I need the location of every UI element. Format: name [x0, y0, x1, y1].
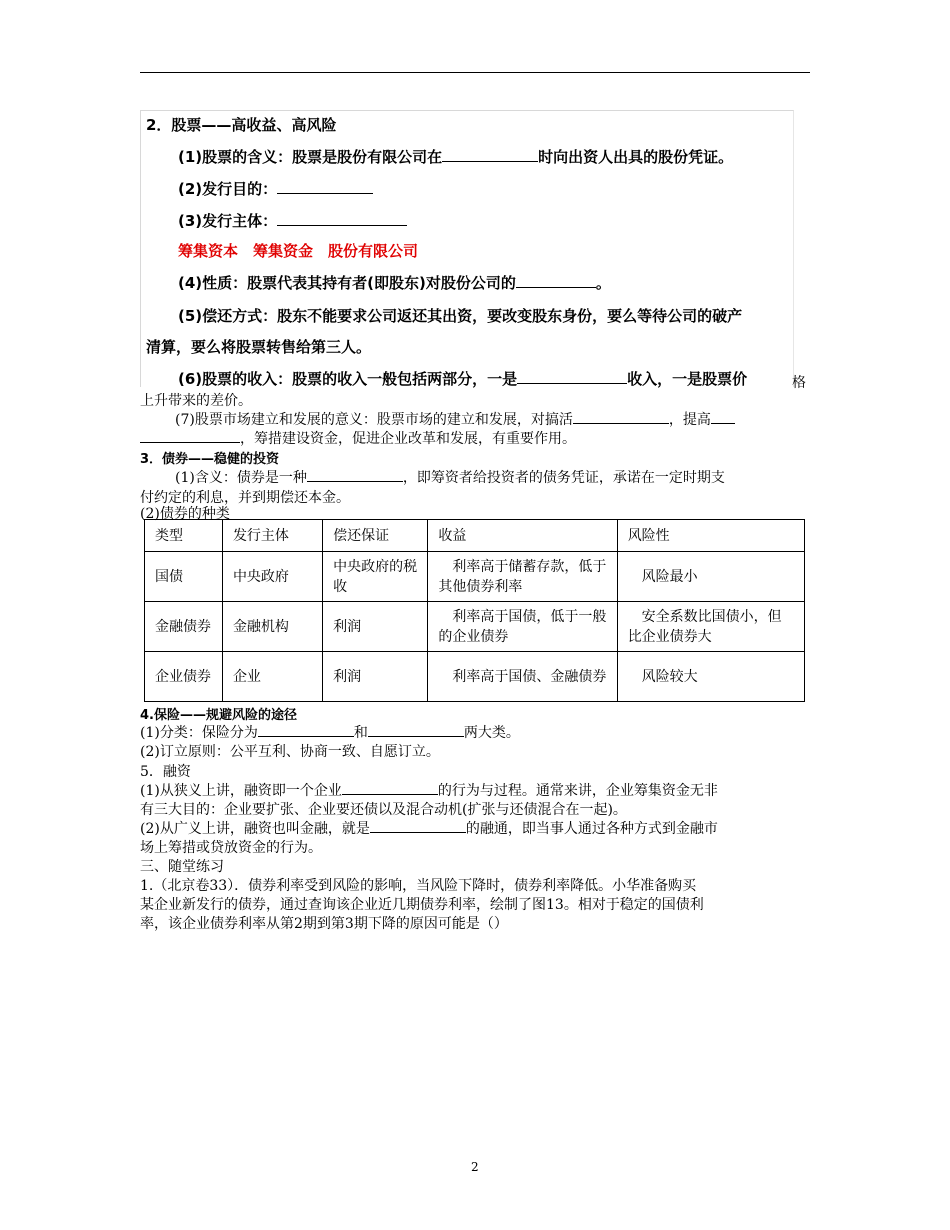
- financing-q1-text-b: 的行为与过程。通常来讲，企业筹集资金无非: [437, 783, 718, 799]
- table-cell: 风险最小: [617, 552, 804, 602]
- bond-q1-line2: 付约定的利息，并到期偿还本金。: [140, 490, 350, 506]
- bond-types-table: [144, 519, 805, 702]
- insurance-q1: [140, 722, 520, 742]
- table-header-row: [145, 520, 805, 552]
- practice-q1-line1: 1.（北京卷33）．债券利率受到风险的影响，当风险下降时，债券利率降低。小华准备购买: [140, 878, 697, 894]
- stock-answers: 筹集资本 筹集资金 股份有限公司: [178, 242, 419, 260]
- stock-q2: [178, 178, 373, 199]
- financing-q2-text-b: 的融通，即当事人通过各种方式到金融市: [465, 821, 718, 837]
- insurance-q1-text-b: 和: [353, 725, 368, 741]
- table-cell: 企业债券: [145, 652, 223, 702]
- practice-heading: 三、随堂练习: [140, 859, 224, 875]
- financing-heading: 5．融资: [140, 764, 191, 780]
- financing-q1: [140, 780, 718, 800]
- stock-q3-blank: [277, 211, 407, 226]
- table-cell: 利率高于储蓄存款，低于其他债券利率: [428, 552, 617, 602]
- header-rule: [140, 72, 810, 73]
- stock-q4-text-b: 。: [595, 274, 611, 292]
- table-header-cell: 风险性: [617, 520, 804, 552]
- insurance-q2: (2)订立原则：公平互利、协商一致、自愿订立。: [140, 744, 440, 760]
- stock-q1-text-b: 时向出资人出具的股份凭证。: [538, 148, 734, 166]
- stock-q7-line2: [140, 428, 576, 448]
- table-cell: 国债: [145, 552, 223, 602]
- table-header-cell: 偿还保证: [323, 520, 428, 552]
- bond-heading: 3．债券——稳健的投资: [140, 452, 280, 467]
- stock-q6: [178, 368, 747, 389]
- financing-q2: [140, 818, 718, 838]
- stock-q6-text-b: 收入，一是股票价: [627, 370, 748, 388]
- stock-q6-blank: [517, 369, 627, 384]
- table-cell: 金融机构: [222, 602, 322, 652]
- stock-q1: [178, 146, 733, 167]
- table-cell: 利率高于国债、金融债券: [428, 652, 617, 702]
- stock-q7-blank-2b: [140, 428, 240, 443]
- table-header-cell: 收益: [428, 520, 617, 552]
- stock-q5-line1: (5)偿还方式：股东不能要求公司返还其出资，要改变股东身份，要么等待公司的破产: [178, 307, 743, 325]
- table-row: [145, 552, 805, 602]
- insurance-heading: 4.保险——规避风险的途径: [140, 708, 297, 723]
- financing-q1-line2: 有三大目的：企业要扩张、企业要还债以及混合动机(扩张与还债混合在一起)。: [140, 802, 627, 818]
- stock-q4-blank: [516, 273, 596, 288]
- insurance-q1-text-c: 两大类。: [463, 725, 520, 741]
- stock-q7-text-b: ，提高: [668, 412, 711, 428]
- table-row: [145, 602, 805, 652]
- insurance-q1-text-a: (1)分类：保险分为: [140, 725, 258, 741]
- table-cell: 安全系数比国债小，但比企业债券大: [617, 602, 804, 652]
- bond-q1: [175, 467, 725, 487]
- stock-q5-line2: 清算，要么将股票转售给第三人。: [146, 338, 372, 356]
- stock-q2-text: (2)发行目的：: [178, 180, 278, 198]
- table-cell: 企业: [222, 652, 322, 702]
- table-row: [145, 652, 805, 702]
- stock-q4: [178, 272, 611, 293]
- practice-q1-line3: 率，该企业债券利率从第2期到第3期下降的原因可能是（）: [140, 916, 508, 932]
- stock-q1-blank: [442, 147, 538, 162]
- stock-q6-line2: 上升带来的差价。: [140, 393, 252, 409]
- stock-q7-blank-2a: [711, 409, 735, 424]
- stock-q7-blank-1: [573, 409, 669, 424]
- financing-q2-text-a: (2)从广义上讲，融资也叫金融，就是: [140, 821, 370, 837]
- bond-q1-blank: [307, 467, 403, 482]
- table-cell: 风险较大: [617, 652, 804, 702]
- stock-q3-text: (3)发行主体：: [178, 212, 278, 230]
- insurance-q1-blank-1: [258, 722, 354, 737]
- insurance-q1-blank-2: [368, 722, 464, 737]
- stock-q1-text-a: (1)股票的含义：股票是股份有限公司在: [178, 148, 443, 166]
- table-cell: 中央政府的税收: [323, 552, 428, 602]
- table-header-cell: 类型: [145, 520, 223, 552]
- stock-q6-tail: 格: [792, 375, 806, 391]
- stock-q4-text-a: (4)性质：股票代表其持有者(即股东)对股份公司的: [178, 274, 516, 292]
- bond-q1-text-a: (1)含义：债券是一种: [175, 470, 307, 486]
- financing-q2-blank: [370, 818, 466, 833]
- table-cell: 中央政府: [222, 552, 322, 602]
- table-cell: 利润: [323, 602, 428, 652]
- financing-q2-line2: 场上筹措或贷放资金的行为。: [140, 840, 322, 856]
- stock-q7: [175, 409, 735, 429]
- table-header-cell: 发行主体: [222, 520, 322, 552]
- table-cell: 利率高于国债，低于一般的企业债券: [428, 602, 617, 652]
- stock-q7-text-c: ，筹措建设资金，促进企业改革和发展，有重要作用。: [240, 431, 576, 447]
- stock-q2-blank: [277, 179, 373, 194]
- bond-q1-text-b: ，即筹资者给投资者的债务凭证，承诺在一定时期支: [402, 470, 725, 486]
- table-cell: 金融债券: [145, 602, 223, 652]
- stock-q7-text-a: (7)股票市场建立和发展的意义：股票市场的建立和发展，对搞活: [175, 412, 573, 428]
- stock-q3: [178, 210, 407, 231]
- stock-q6-text-a: (6)股票的收入：股票的收入一般包括两部分，一是: [178, 370, 518, 388]
- stock-heading: 2．股票——高收益、高风险: [146, 116, 337, 134]
- financing-q1-blank: [342, 780, 438, 795]
- practice-q1-line2: 某企业新发行的债券，通过查询该企业近几期债券利率，绘制了图13。相对于稳定的国债利: [140, 897, 704, 913]
- table-cell: 利润: [323, 652, 428, 702]
- bond-q2: (2)债券的种类: [140, 506, 230, 522]
- page-number: 2: [471, 1160, 479, 1174]
- financing-q1-text-a: (1)从狭义上讲，融资即一个企业: [140, 783, 342, 799]
